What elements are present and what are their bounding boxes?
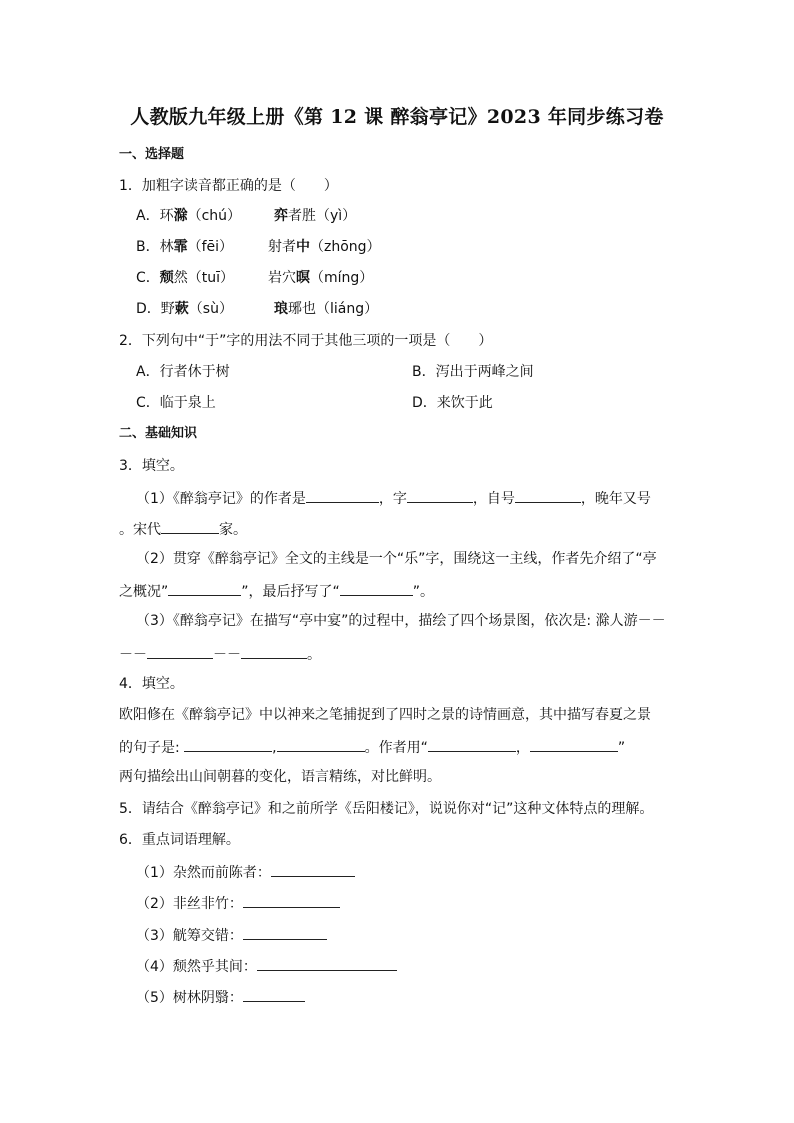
question-6-heading: 6．重点词语理解。 [119,832,240,848]
question-1-option-b-second: 射者中（zhōng） [268,239,381,255]
question-6-item-2: （2）非丝非竹： [136,892,340,914]
answer-blank[interactable] [184,736,272,752]
question-5: 5．请结合《醉翁亭记》和之前所学《岳阳楼记》，说说你对“记”这种文体特点的理解。 [119,801,654,817]
question-4-line-1: 欧阳修在《醉翁亭记》中以神来之笔捕捉到了四时之景的诗情画意，其中描写春夏之景 [119,707,651,723]
question-2-option-c: C．临于泉上 [136,395,216,411]
question-6-item-3: （3）觥筹交错： [136,924,327,946]
question-1-stem: 1．加粗字读音都正确的是（ ） [119,178,338,194]
question-1-option-c: C．颓然（tuī） [136,270,235,286]
answer-blank[interactable] [277,736,365,752]
question-4-line-2: 的句子是: , 。作者用“ ， ” [119,736,625,758]
question-4-heading: 4．填空。 [119,676,184,692]
answer-blank[interactable] [428,736,516,752]
question-2-option-d: D．来饮于此 [412,395,493,411]
answer-blank[interactable] [515,487,581,503]
question-3-part-2-cont: 之概况” ”，最后抒写了“ ”。 [119,580,434,602]
question-3-part-3: （3）《醉翁亭记》在描写“亭中宴”的过程中，描绘了四个场景图，依次是: 滁人游－－ [136,613,666,629]
question-1-option-c-second: 岩穴暝（míng） [268,270,374,286]
question-3-part-2: （2）贯穿《醉翁亭记》全文的主线是一个“乐”字，围绕这一主线，作者先介绍了“亭 [136,551,657,567]
answer-blank[interactable] [407,487,473,503]
section-heading-basics: 二、基础知识 [119,426,198,441]
page-title: 人教版九年级上册《第 12 课 醉翁亭记》2023 年同步练习卷 [130,106,664,128]
question-1-option-a: A．环滁（chú） [136,208,242,224]
question-4-line-3: 两句描绘出山间朝暮的变化，语言精练，对比鲜明。 [119,769,441,785]
question-2-option-a: A．行者休于树 [136,364,230,380]
answer-blank[interactable] [243,924,327,940]
answer-blank[interactable] [241,643,307,659]
question-6-item-5: （5）树林阴翳： [136,986,305,1008]
question-3-part-3-cont: －－ －－ 。 [119,643,321,665]
question-6-item-4: （4）颓然乎其间： [136,955,397,977]
answer-blank[interactable] [243,892,340,908]
section-heading-choice: 一、选择题 [119,147,185,162]
answer-blank[interactable] [306,487,379,503]
question-1-option-a-second: 弈者胜（yì） [274,208,357,224]
question-1-option-d-second: 琅琊也（liáng） [274,301,379,317]
answer-blank[interactable] [530,736,618,752]
answer-blank[interactable] [161,518,219,534]
question-3-part-1: （1）《醉翁亭记》的作者是 ，字 ，自号 ，晚年又号 [136,487,651,509]
question-2-option-b: B．泻出于两峰之间 [412,364,534,380]
question-3-part-1-cont: 。宋代 家。 [119,518,247,540]
answer-blank[interactable] [340,580,413,596]
answer-blank[interactable] [243,986,305,1002]
question-3-heading: 3．填空。 [119,458,184,474]
question-6-item-1: （1）杂然而前陈者： [136,861,355,883]
answer-blank[interactable] [271,861,355,877]
answer-blank[interactable] [257,955,397,971]
question-1-option-b: B．林霏（fēi） [136,239,234,255]
question-1-option-d: D．野蔌（sù） [136,301,233,317]
answer-blank[interactable] [147,643,213,659]
question-2-stem: 2．下列句中“于”字的用法不同于其他三项的一项是（ ） [119,333,493,349]
answer-blank[interactable] [168,580,241,596]
